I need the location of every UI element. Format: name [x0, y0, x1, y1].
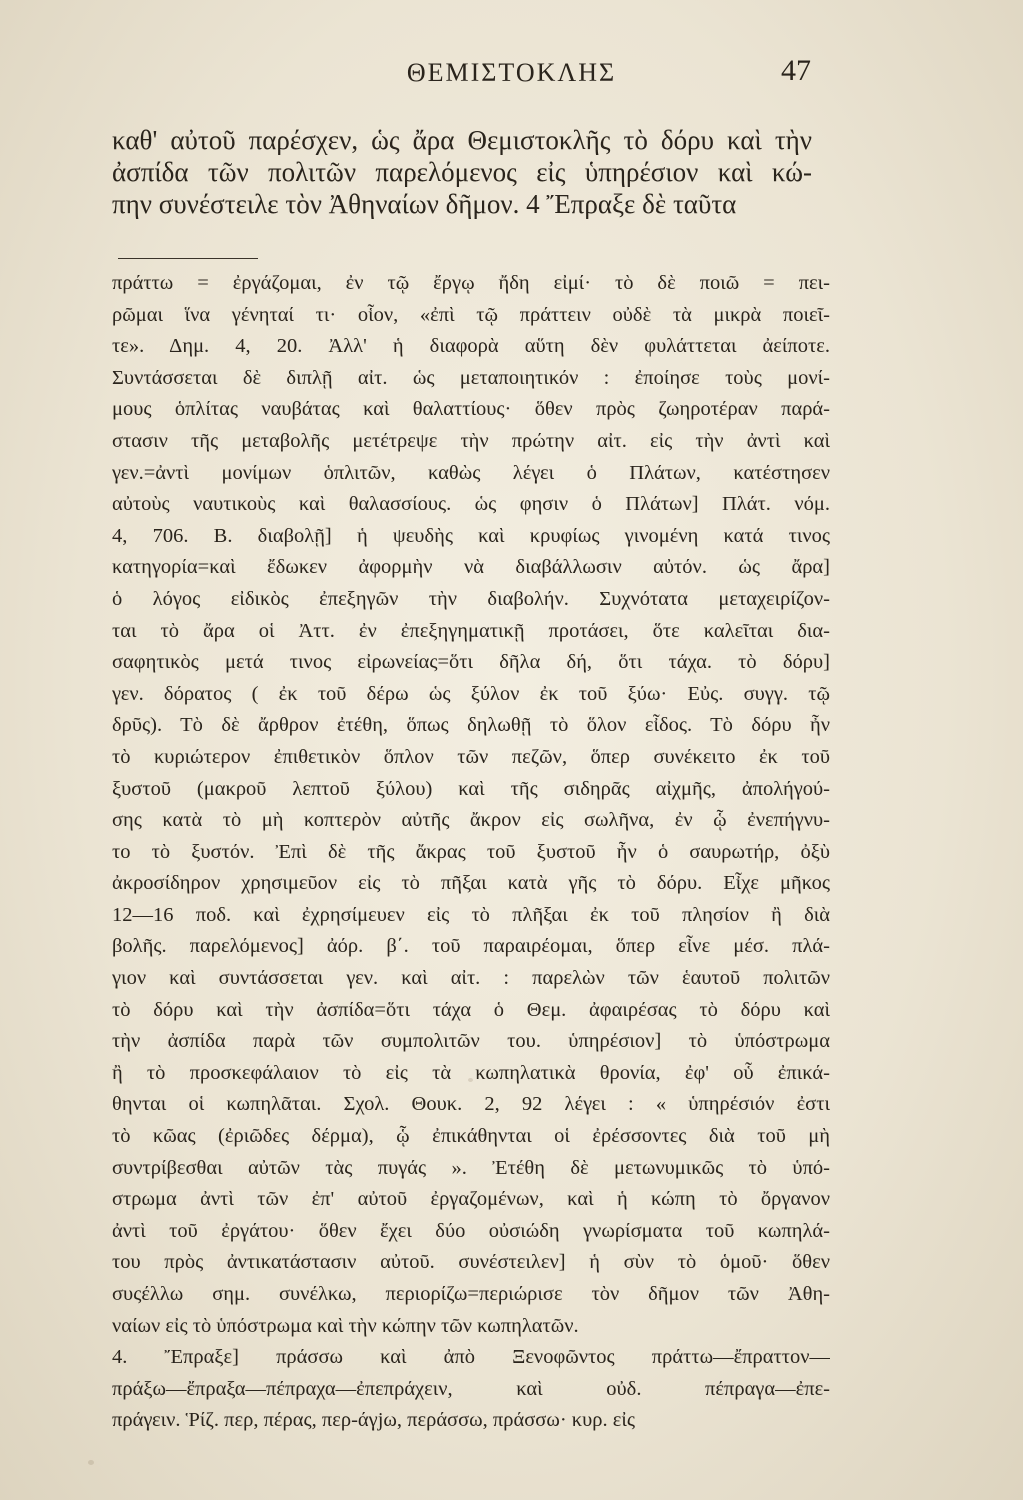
- note-line: μους ὁπλίτας ναυβάτας καὶ θαλαττίους· ὅθεν πρὸς ζωηροτέραν παρά-: [112, 398, 830, 421]
- commentary-notes: [112, 268, 830, 1437]
- note-line: ἀκροσίδηρον χρησιμεῦον εἰς τὸ πῆξαι κατὰ γῆς τὸ δόρυ. Εἶχε μῆκος: [112, 872, 830, 895]
- note-line: πράξω—ἔπραξα—πέπραχα—ἐπεπράχειν, καὶ οὐδ. πέπραγα—ἐπε-: [112, 1377, 830, 1400]
- note-line: 4, 706. Β. διαβολῇ] ἡ ψευδὴς καὶ κρυφίως γινομένη κατά τινος: [112, 524, 830, 547]
- paper-stain: [612, 1391, 616, 1395]
- note-line: τὸ κυριώτερον ἐπιθετικὸν ὅπλον τῶν πεζῶν, ὅπερ συνέκειτο ἐκ τοῦ: [112, 745, 830, 768]
- note-line: ξυστοῦ (μακροῦ λεπτοῦ ξύλου) καὶ τῆς σιδηρᾶς αἰχμῆς, ἀπολήγού-: [112, 777, 830, 800]
- note-line: θηνται οἱ κωπηλᾶται. Σχολ. Θουκ. 2, 92 λέγει : « ὑπηρέσιόν ἐστι: [112, 1093, 830, 1116]
- note-line: γεν. δόρατος ( ἐκ τοῦ δέρω ὡς ξύλον ἐκ τοῦ ξύω· Εὐς. συγγ. τῷ: [112, 682, 830, 705]
- note-line: γιον καὶ συντάσσεται γεν. καὶ αἰτ. : παρελὼν τῶν ἑαυτοῦ πολιτῶν: [112, 967, 830, 990]
- main-text: [112, 124, 812, 220]
- paper-stain: [88, 1460, 94, 1465]
- note-line: του πρὸς ἀντικατάστασιν αὐτοῦ. συνέστειλεν] ἡ σὺν τὸ ὁμοῦ· ὅθεν: [112, 1251, 830, 1274]
- note-line: κατηγορία=καὶ ἔδωκεν ἀφορμὴν νὰ διαβάλλωσιν αὐτόν. ὡς ἄρα]: [112, 556, 830, 579]
- note-line: τε». Δημ. 4, 20. Ἀλλ' ἡ διαφορὰ αὕτη δὲν φυλάττεται ἀείποτε.: [112, 335, 830, 358]
- note-line: συςέλλω σημ. συνέλκω, περιορίζω=περιώρισε τὸν δῆμον τῶν Ἀθη-: [112, 1283, 830, 1305]
- main-text-line: ἀσπίδα τῶν πολιτῶν παρελόμενος εἰς ὑπηρέσιον καὶ κώ-: [112, 157, 812, 187]
- note-line: βολῆς. παρελόμενος] ἀόρ. β΄. τοῦ παραιρέομαι, ὅπερ εἶνε μέσ. πλά-: [112, 935, 830, 958]
- note-line: πράττω = ἐργάζομαι, ἐν τῷ ἔργῳ ἤδη εἰμί· τὸ δὲ ποιῶ = πει-: [112, 272, 830, 294]
- note-line: ρῶμαι ἵνα γένηταί τι· οἷον, «ἐπὶ τῷ πράττειν οὐδὲ τὰ μικρὰ ποιεῖ-: [112, 303, 830, 326]
- note-line: Συντάσσεται δὲ διπλῇ αἰτ. ὡς μεταποιητικόν : ἐποίησε τοὺς μονί-: [112, 366, 830, 389]
- main-text-line: καθ' αὐτοῦ παρέσχεν, ὡς ἄρα Θεμιστοκλῆς τὸ δόρυ καὶ τὴν: [112, 125, 812, 155]
- note-line: σαφητικὸς μετά τινος εἰρωνείας=ὅτι δῆλα δή, ὅτι τάχα. τὸ δόρυ]: [112, 651, 830, 674]
- note-line: ναίων εἰς τὸ ὑπόστρωμα καὶ τὴν κώπην τῶν κωπηλατῶν.: [112, 1314, 579, 1337]
- note-line: ἀντὶ τοῦ ἐργάτου· ὅθεν ἔχει δύο οὐσιώδη γνωρίσματα τοῦ κωπηλά-: [112, 1219, 830, 1242]
- note-line: 4. Ἔπραξε] πράσσω καὶ ἀπὸ Ξενοφῶντος πράττω—ἔπραττον—: [112, 1346, 830, 1369]
- footnote-divider: [118, 258, 258, 259]
- note-line: στασιν τῆς μεταβολῆς μετέτρεψε τὴν πρώτην αἰτ. εἰς τὴν ἀντὶ καὶ: [112, 429, 830, 452]
- note-line: στρωμα ἀντὶ τῶν ἐπ' αὐτοῦ ἐργαζομένων, καὶ ἡ κώπη τὸ ὄργανον: [112, 1188, 830, 1211]
- note-line: δρῦς). Τὸ δὲ ἄρθρον ἐτέθη, ὅπως δηλωθῇ τὸ ὅλον εἶδος. Τὸ δόρυ ἦν: [112, 714, 830, 737]
- note-line: τὸ δόρυ καὶ τὴν ἀσπίδα=ὅτι τάχα ὁ Θεμ. ἀφαιρέσας τὸ δόρυ καὶ: [112, 998, 830, 1021]
- note-line: 12—16 ποδ. καὶ ἐχρησίμευεν εἰς τὸ πλῆξαι ἐκ τοῦ πλησίον ἢ διὰ: [112, 903, 830, 926]
- running-title: ΘΕΜΙΣΤΟΚΛΗΣ: [406, 58, 617, 87]
- note-line: σης κατὰ τὸ μὴ κοπτερὸν αὐτῆς ἄκρον εἰς σωλῆνα, ἐν ᾧ ἐνεπήγνυ-: [112, 809, 830, 832]
- note-line: γεν.=ἀντὶ μονίμων ὁπλιτῶν, καθὼς λέγει ὁ Πλάτων, κατέστησεν: [112, 461, 830, 484]
- paper-stain: [468, 1078, 473, 1082]
- note-line: ἢ τὸ προσκεφάλαιον τὸ εἰς τὰ κωπηλατικὰ θρονία, ἐφ' οὗ ἐπικά-: [112, 1061, 830, 1084]
- note-line: συντρίβεσθαι αὐτῶν τὰς πυγάς ». Ἐτέθη δὲ μετωνυμικῶς τὸ ὑπό-: [112, 1156, 830, 1179]
- note-line: αὐτοὺς ναυτικοὺς καὶ θαλασσίους. ὡς φησιν ὁ Πλάτων] Πλάτ. νόμ.: [112, 493, 830, 516]
- page-number: 47: [781, 54, 811, 87]
- note-line: τὴν ἀσπίδα παρὰ τῶν συμπολιτῶν του. ὑπηρέσιον] τὸ ὑπόστρωμα: [112, 1030, 830, 1053]
- note-line: τὸ κῶας (ἐριῶδες δέρμα), ᾧ ἐπικάθηνται οἱ ἐρέσσοντες διὰ τοῦ μὴ: [112, 1125, 830, 1148]
- note-line: το τὸ ξυστόν. Ἐπὶ δὲ τῆς ἄκρας τοῦ ξυστοῦ ἦν ὁ σαυρωτήρ, ὀξὺ: [112, 840, 830, 863]
- note-line: πράγειν. Ῥίζ. περ, πέρας, περ-άγjω, περάσσω, πράσσω· κυρ. εἰς: [112, 1409, 635, 1432]
- page-header: [0, 54, 1023, 98]
- note-line: ται τὸ ἄρα οἱ Ἀττ. ἐν ἐπεξηγηματικῇ προτάσει, ὅτε καλεῖται δια-: [112, 619, 830, 642]
- note-line: ὁ λόγος εἰδικὸς ἐπεξηγῶν τὴν διαβολήν. Συχνότατα μεταχειρίζον-: [112, 587, 830, 610]
- main-text-line: πην συνέστειλε τὸν Ἀθηναίων δῆμον. 4 Ἔπραξε δὲ ταῦτα: [112, 189, 737, 219]
